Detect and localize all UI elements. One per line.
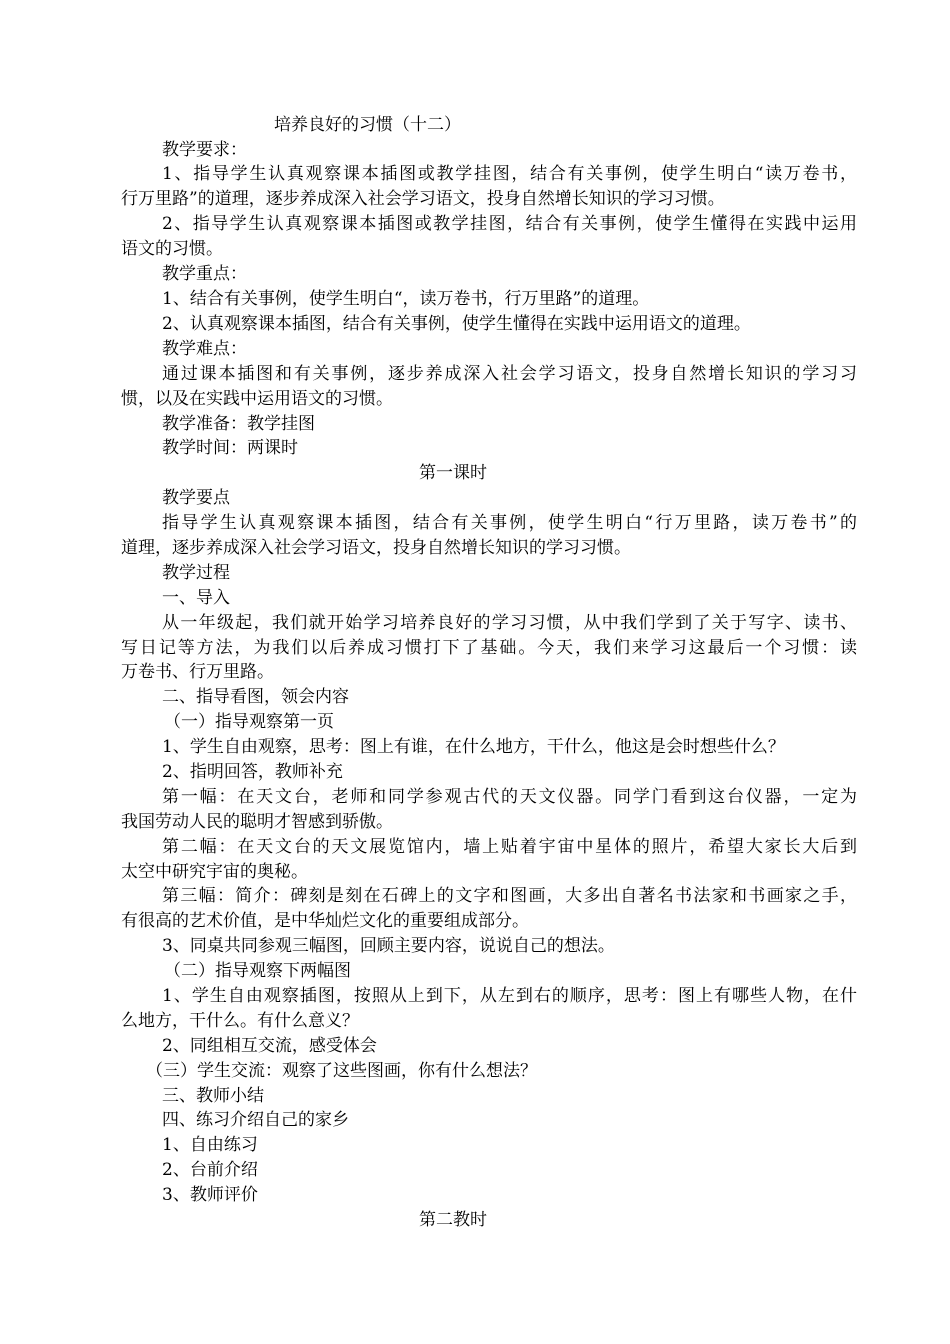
intro-line-1: 从一年级起，我们就开始学习培养良好的学习习惯，从中我们学到了关于写字、读书、 [162, 613, 857, 633]
sub3-heading: （三）学生交流：观察了这些图画，你有什么想法？ [146, 1061, 537, 1081]
sub1-item-1: 1、学生自由观察，思考：图上有谁，在什么地方，干什么，他这是会时想些什么？ [162, 737, 785, 757]
difficulties-line-2: 惯，以及在实践中运用语文的习惯。 [121, 389, 393, 409]
document-title: 培养良好的习惯（十二） [274, 115, 461, 135]
requirement-1-line-2: 行万里路”的道理，逐步养成深入社会学习语文，投身自然增长知识的学习习惯。 [121, 189, 725, 209]
picture-2-line-1: 第二幅：在天文台的天文展览馆内，墙上贴着宇宙中星体的照片，希望大家长大后到 [162, 837, 857, 857]
sub2-item-1-line-1: 1、学生自由观察插图，按照从上到下，从左到右的顺序，思考：图上有哪些人物，在什 [162, 986, 857, 1006]
requirement-2-line-2: 语文的习惯。 [121, 239, 223, 259]
lesson-1-points-heading: 教学要点 [162, 488, 230, 508]
intro-heading: 一、导入 [162, 588, 230, 608]
requirement-2-line-1: 2、指导学生认真观察课本插图或教学挂图，结合有关事例，使学生懂得在实践中运用 [162, 214, 857, 234]
difficulties-line-1: 通过课本插图和有关事例，逐步养成深入社会学习语文，投身自然增长知识的学习习 [162, 364, 857, 384]
lesson-1-points-line-1: 指导学生认真观察课本插图，结合有关事例，使学生明白“行万里路，读万卷书”的 [162, 513, 857, 533]
preparation: 教学准备：教学挂图 [162, 414, 315, 434]
requirement-1-line-1: 1、指导学生认真观察课本插图或教学挂图，结合有关事例，使学生明白“读万卷书， [162, 164, 857, 184]
key-point-1: 1、结合有关事例，使学生明白“，读万卷书，行万里路”的道理。 [162, 289, 650, 309]
picture-3-line-1: 第三幅：简介：碑刻是刻在石碑上的文字和图画，大多出自著名书法家和书画家之手， [162, 886, 857, 906]
key-points-heading: 教学重点： [162, 264, 247, 284]
lesson-1-heading: 第一课时 [419, 463, 487, 483]
practice-item-2: 2、台前介绍 [162, 1160, 258, 1180]
sub1-item-3: 3、同桌共同参观三幅图，回顾主要内容，说说自己的想法。 [162, 936, 615, 956]
practice-item-3: 3、教师评价 [162, 1185, 258, 1205]
sub2-item-2: 2、同组相互交流，感受体会 [162, 1036, 377, 1056]
requirements-heading: 教学要求： [162, 140, 247, 160]
picture-1-line-1: 第一幅：在天文台，老师和同学参观古代的天文仪器。同学门看到这台仪器，一定为 [162, 787, 857, 807]
intro-line-3: 万卷书、行万里路。 [121, 662, 274, 682]
difficulties-heading: 教学难点： [162, 339, 247, 359]
practice-heading: 四、练习介绍自己的家乡 [162, 1110, 349, 1130]
lesson-1-points-line-2: 道理，逐步养成深入社会学习语文，投身自然增长知识的学习习惯。 [121, 538, 631, 558]
picture-2-line-2: 太空中研究宇宙的奥秘。 [121, 862, 308, 882]
sub1-item-2: 2、指明回答，教师补充 [162, 762, 343, 782]
sub2-item-1-line-2: 么地方，干什么。有什么意义？ [121, 1011, 359, 1031]
intro-line-2: 写日记等方法，为我们以后养成习惯打下了基础。今天，我们来学习这最后一个习惯：读 [121, 638, 857, 658]
teaching-time: 教学时间：两课时 [162, 438, 298, 458]
picture-1-line-2: 我国劳动人民的聪明才智感到骄傲。 [121, 812, 393, 832]
sub1-heading: （一）指导观察第一页 [164, 712, 334, 732]
key-point-2: 2、认真观察课本插图，结合有关事例，使学生懂得在实践中运用语文的道理。 [162, 314, 751, 334]
picture-3-line-2: 有很高的艺术价值，是中华灿烂文化的重要组成部分。 [121, 911, 529, 931]
lesson-2-heading: 第二教时 [419, 1210, 487, 1230]
process-heading: 教学过程 [162, 563, 230, 583]
practice-item-1: 1、自由练习 [162, 1135, 258, 1155]
sub2-heading: （二）指导观察下两幅图 [164, 961, 351, 981]
summary-heading: 三、教师小结 [162, 1086, 264, 1106]
guide-heading: 二、指导看图，领会内容 [162, 687, 349, 707]
